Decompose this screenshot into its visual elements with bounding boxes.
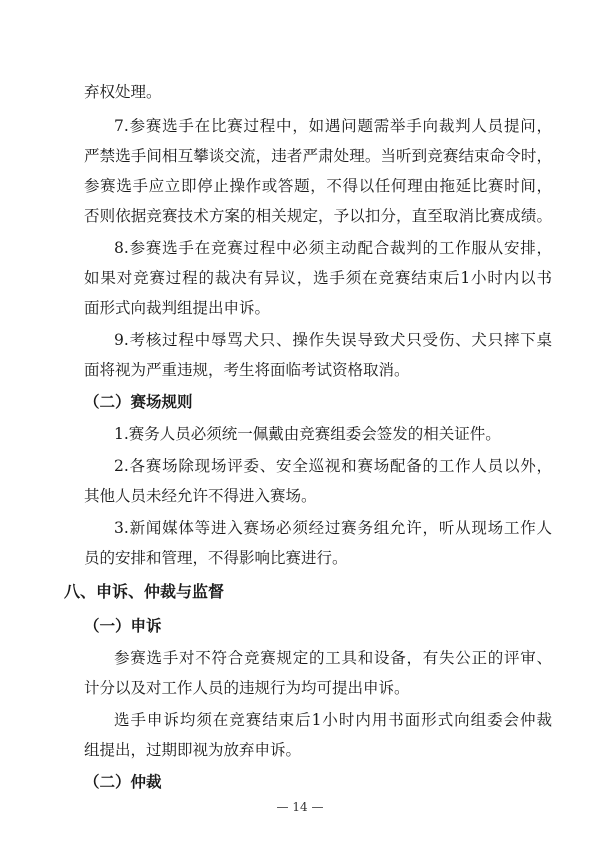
paragraph-line: 7.参赛选手在比赛过程中，如遇问题需举手向裁判人员提问，: [114, 117, 552, 135]
paragraph-line: 计分以及对工作人员的违规行为均可提出申诉。: [84, 679, 410, 697]
paragraph-line: 面将视为严重违规，考生将面临考试资格取消。: [84, 361, 410, 379]
page-number: — 14 —: [276, 800, 324, 814]
paragraph-line: 参赛选手对不符合竞赛规定的工具和设备，有失公正的评审、: [114, 649, 552, 667]
chapter-heading: 八、申诉、仲裁与监督: [64, 582, 225, 601]
paragraph-line: 面形式向裁判组提出申诉。: [84, 299, 271, 317]
paragraph-line: 员的安排和管理，不得影响比赛进行。: [84, 549, 348, 567]
section-heading: （二）仲裁: [84, 773, 162, 791]
paragraph-line: 选手申诉均须在竞赛结束后1小时内用书面形式向组委会仲裁: [114, 711, 552, 729]
paragraph-line: 8.参赛选手在竞赛过程中必须主动配合裁判的工作服从安排，: [114, 239, 552, 257]
paragraph-line: 否则依据竞赛技术方案的相关规定，予以扣分，直至取消比赛成绩。: [84, 207, 552, 225]
paragraph-line: 如果对竞赛过程的裁决有异议，选手须在竞赛结束后1小时内以书: [84, 269, 552, 287]
paragraph-line: 3.新闻媒体等进入赛场必须经过赛务组允许，听从现场工作人: [114, 519, 552, 537]
paragraph-line: 严禁选手间相互攀谈交流，违者严肃处理。当听到竞赛结束命令时，: [84, 147, 552, 165]
section-heading: （一）申诉: [84, 617, 162, 635]
paragraph-line: 1.赛务人员必须统一佩戴由竞赛组委会签发的相关证件。: [114, 425, 501, 443]
paragraph-line: 9.考核过程中辱骂犬只、操作失误导致犬只受伤、犬只摔下桌: [114, 331, 552, 349]
paragraph-line: 2.各赛场除现场评委、安全巡视和赛场配备的工作人员以外，: [114, 457, 552, 475]
paragraph-line: 参赛选手应立即停止操作或答题，不得以任何理由拖延比赛时间，: [84, 177, 552, 195]
paragraph-line: 其他人员未经允许不得进入赛场。: [84, 487, 317, 505]
paragraph-line: 组提出，过期即视为放弃申诉。: [84, 741, 302, 759]
paragraph-line: 弃权处理。: [84, 83, 162, 101]
section-heading: （二）赛场规则: [84, 393, 193, 411]
